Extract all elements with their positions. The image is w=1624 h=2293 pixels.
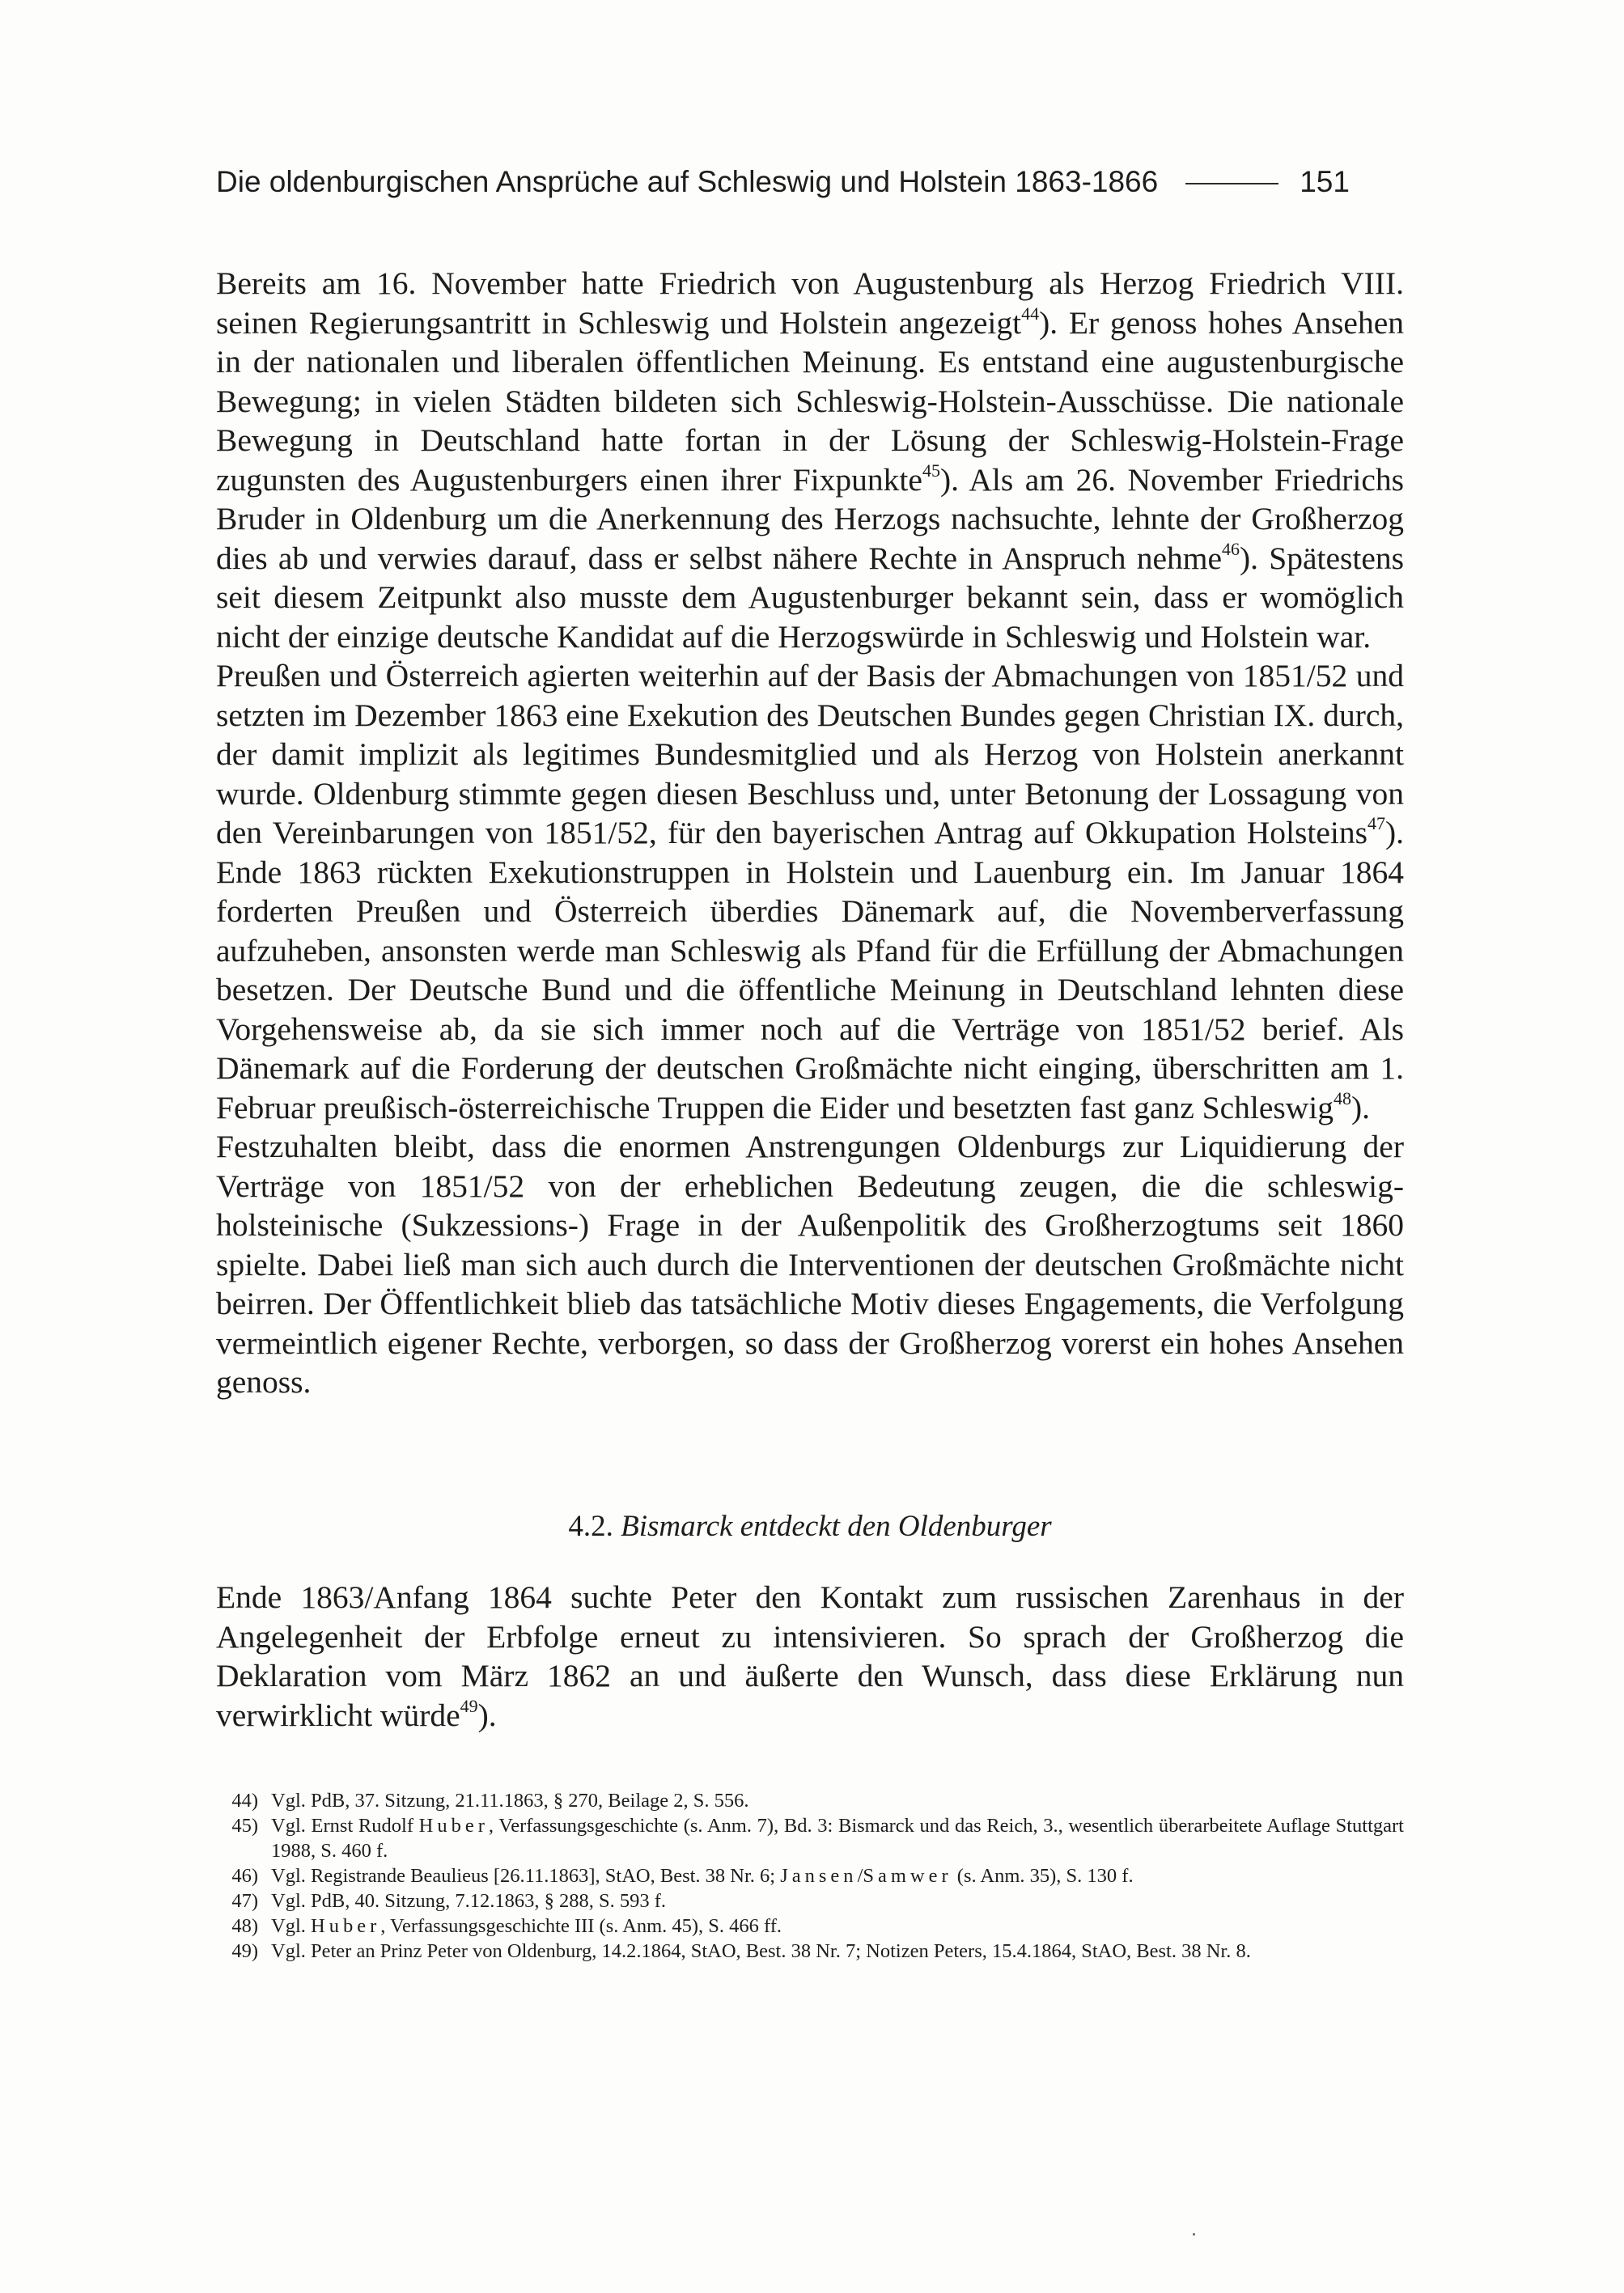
text-run: Preußen und Österreich agierten weiterhin auf der Basis der Abmachungen von 1851/52 und setzten im Dezember 1863 eine Exekution des Deutschen Bundes gegen Christian IX. durch, der damit implizit als legitimes Bundesmitglied und als Herzog von Holstein anerkannt wurde. Oldenburg stimmte gegen diesen Beschluss und, unter Betonung der Lossagung von den Vereinbarungen von 1851/52, für den bayerischen Antrag auf Okkupation Holsteins (216, 658, 1404, 850)
footnote (216, 1863, 1404, 1888)
footnotes (216, 1788, 1404, 1964)
footnote-number: 46) (231, 1865, 258, 1887)
text-run: Ende 1863/Anfang 1864 suchte Peter den Kontakt zum russischen Zarenhaus in der Angelegenheit der Erbfolge erneut zu intensivieren. So sprach der Großherzog die Deklaration vom März 1862 an und äußerte den Wunsch, dass diese Erklärung nun verwirklicht würde (216, 1579, 1404, 1733)
text-run: Bereits am 16. November hatte Friedrich von Augustenburg als Herzog Friedrich VIII. seinen Regierungsantritt in Schleswig und Holstein angezeigt (216, 265, 1404, 341)
text-run: ). Er genoss hohes Ansehen in der nationalen und liberalen öffentlichen Meinung. Es entstand eine augustenburgische Bewegung; in vielen Städten bildeten sich Schleswig-Holstein-Ausschüsse. Die nationale Bewegung in Deutschland hatte fortan in der Lösung der Schleswig-Holstein-Frage zugunsten des Augustenburgers einen ihrer Fixpunkte (216, 304, 1404, 498)
footnote-text (271, 1939, 1404, 1964)
section-text (216, 1578, 1404, 1735)
section-number: 4.2. (568, 1510, 613, 1543)
text-run: Vgl. PdB, 40. Sitzung, 7.12.1863, § 288, S. 593 f. (271, 1890, 666, 1912)
section-title: Bismarck entdeckt den Oldenburger (621, 1510, 1052, 1543)
section-heading (216, 1507, 1404, 1547)
footnote-number: 45) (231, 1815, 258, 1837)
footnote-ref: 45 (922, 460, 940, 481)
text-run: Festzuhalten bleibt, dass die enormen Anstrengungen Oldenburgs zur Liquidierung der Verträge von 1851/52 von der erheblichen Bedeutung zeugen, die die schleswig-holsteinische (Sukzessions-) Frage in der Außenpolitik des Großherzogtums seit 1860 spielte. Dabei ließ man sich auch durch die Interventionen der deutschen Großmächte nicht beirren. Der Öffentlichkeit blieb das tatsächliche Motiv dieses Engagements, die Verfolgung vermeintlich eigener Rechte, verborgen, so dass der Großherzog vorerst ein hohes Ansehen genoss. (216, 1129, 1404, 1400)
footnote (216, 1914, 1404, 1939)
running-header-title: Die oldenburgischen Ansprüche auf Schleswig und Holstein 1863-1866 (216, 165, 1159, 198)
text-run: Vgl. PdB, 37. Sitzung, 21.11.1863, § 270, Beilage 2, S. 556. (271, 1790, 749, 1812)
footnote-number: 49) (231, 1940, 258, 1962)
text-run: ). (477, 1697, 497, 1733)
print-speck (1193, 2233, 1195, 2236)
footnote-number: 47) (231, 1890, 258, 1912)
footnote-ref: 49 (460, 1695, 478, 1716)
text-run: Vgl. Ernst Rudolf (271, 1815, 419, 1837)
footnote-text (271, 1813, 1404, 1863)
text-run: , Verfassungsgeschichte III (s. Anm. 45), S. 466 ff. (380, 1915, 782, 1937)
author-name: Samwer (863, 1865, 952, 1887)
footnote (216, 1788, 1404, 1813)
paragraph (216, 656, 1404, 1127)
text-run: Vgl. (271, 1915, 311, 1937)
footnote (216, 1813, 1404, 1863)
text-run: ). Ende 1863 rückten Exekutionstruppen in Holstein und Lauenburg ein. Im Januar 1864 forderten Preußen und Österreich überdies Dänemark auf, die Novemberverfassung aufzuheben, ansonsten werde man Schleswig als Pfand für die Erfüllung der Abmachungen besetzen. Der Deutsche Bund und die öffentliche Meinung in Deutschland lehnten diese Vorgehensweise ab, da sie sich immer noch auf die Verträge von 1851/52 berief. Als Dänemark auf die Forderung der deutschen Großmächte nicht einging, überschritten am 1. Februar preußisch-österreichische Truppen die Eider und besetzten fast ganz Schleswig (216, 815, 1404, 1125)
footnote-number: 48) (231, 1915, 258, 1937)
paragraph (216, 1127, 1404, 1402)
footnote-text (271, 1863, 1404, 1888)
footnote-text (271, 1888, 1404, 1914)
author-name: Huber (311, 1915, 381, 1937)
text-run: (s. Anm. 35), S. 130 f. (952, 1865, 1134, 1887)
footnote-ref: 46 (1222, 538, 1240, 559)
text-run: ). (1351, 1089, 1371, 1125)
footnote-text (271, 1914, 1404, 1939)
author-name: Huber (418, 1815, 489, 1837)
paragraph (216, 264, 1404, 656)
footnote-text (271, 1788, 1404, 1813)
running-header (216, 162, 1404, 202)
main-text (216, 264, 1404, 1402)
header-rule (1185, 183, 1278, 184)
author-name: Jansen (780, 1865, 858, 1887)
text-run: Vgl. Registrande Beaulieus [26.11.1863], StAO, Best. 38 Nr. 6; (271, 1865, 781, 1887)
footnote-number: 44) (231, 1790, 258, 1812)
text-run: ). Als am 26. November Friedrichs Bruder in Oldenburg um die Anerkennung des Herzogs nachsuchte, lehnte der Großherzog dies ab und verwies darauf, dass er selbst nähere Rechte in Anspruch nehme (216, 461, 1405, 576)
text-run: / (857, 1865, 863, 1887)
text-run: Vgl. Peter an Prinz Peter von Oldenburg, 14.2.1864, StAO, Best. 38 Nr. 7; Notizen Peters, 15.4.1864, StAO, Best. 38 Nr. 8. (271, 1940, 1251, 1962)
text-run: ). Spätestens seit diesem Zeitpunkt also musste dem Augustenburger bekannt sein, dass er womöglich nicht der einzige deutsche Kandidat auf die Herzogswürde in Schleswig und Holstein war. (216, 540, 1404, 655)
footnote-ref: 44 (1021, 303, 1040, 324)
footnote (216, 1939, 1404, 1964)
footnote (216, 1888, 1404, 1914)
footnote-ref: 48 (1334, 1087, 1351, 1108)
text-run: , Verfassungsgeschichte (s. Anm. 7), Bd. 3: Bismarck und das Reich, 3., wesentlich überarbeitete Auflage Stuttgart 1988, S. 460 f. (271, 1815, 1404, 1862)
page-number: 151 (1300, 165, 1350, 198)
footnote-ref: 47 (1367, 813, 1385, 833)
paragraph (216, 1578, 1404, 1735)
